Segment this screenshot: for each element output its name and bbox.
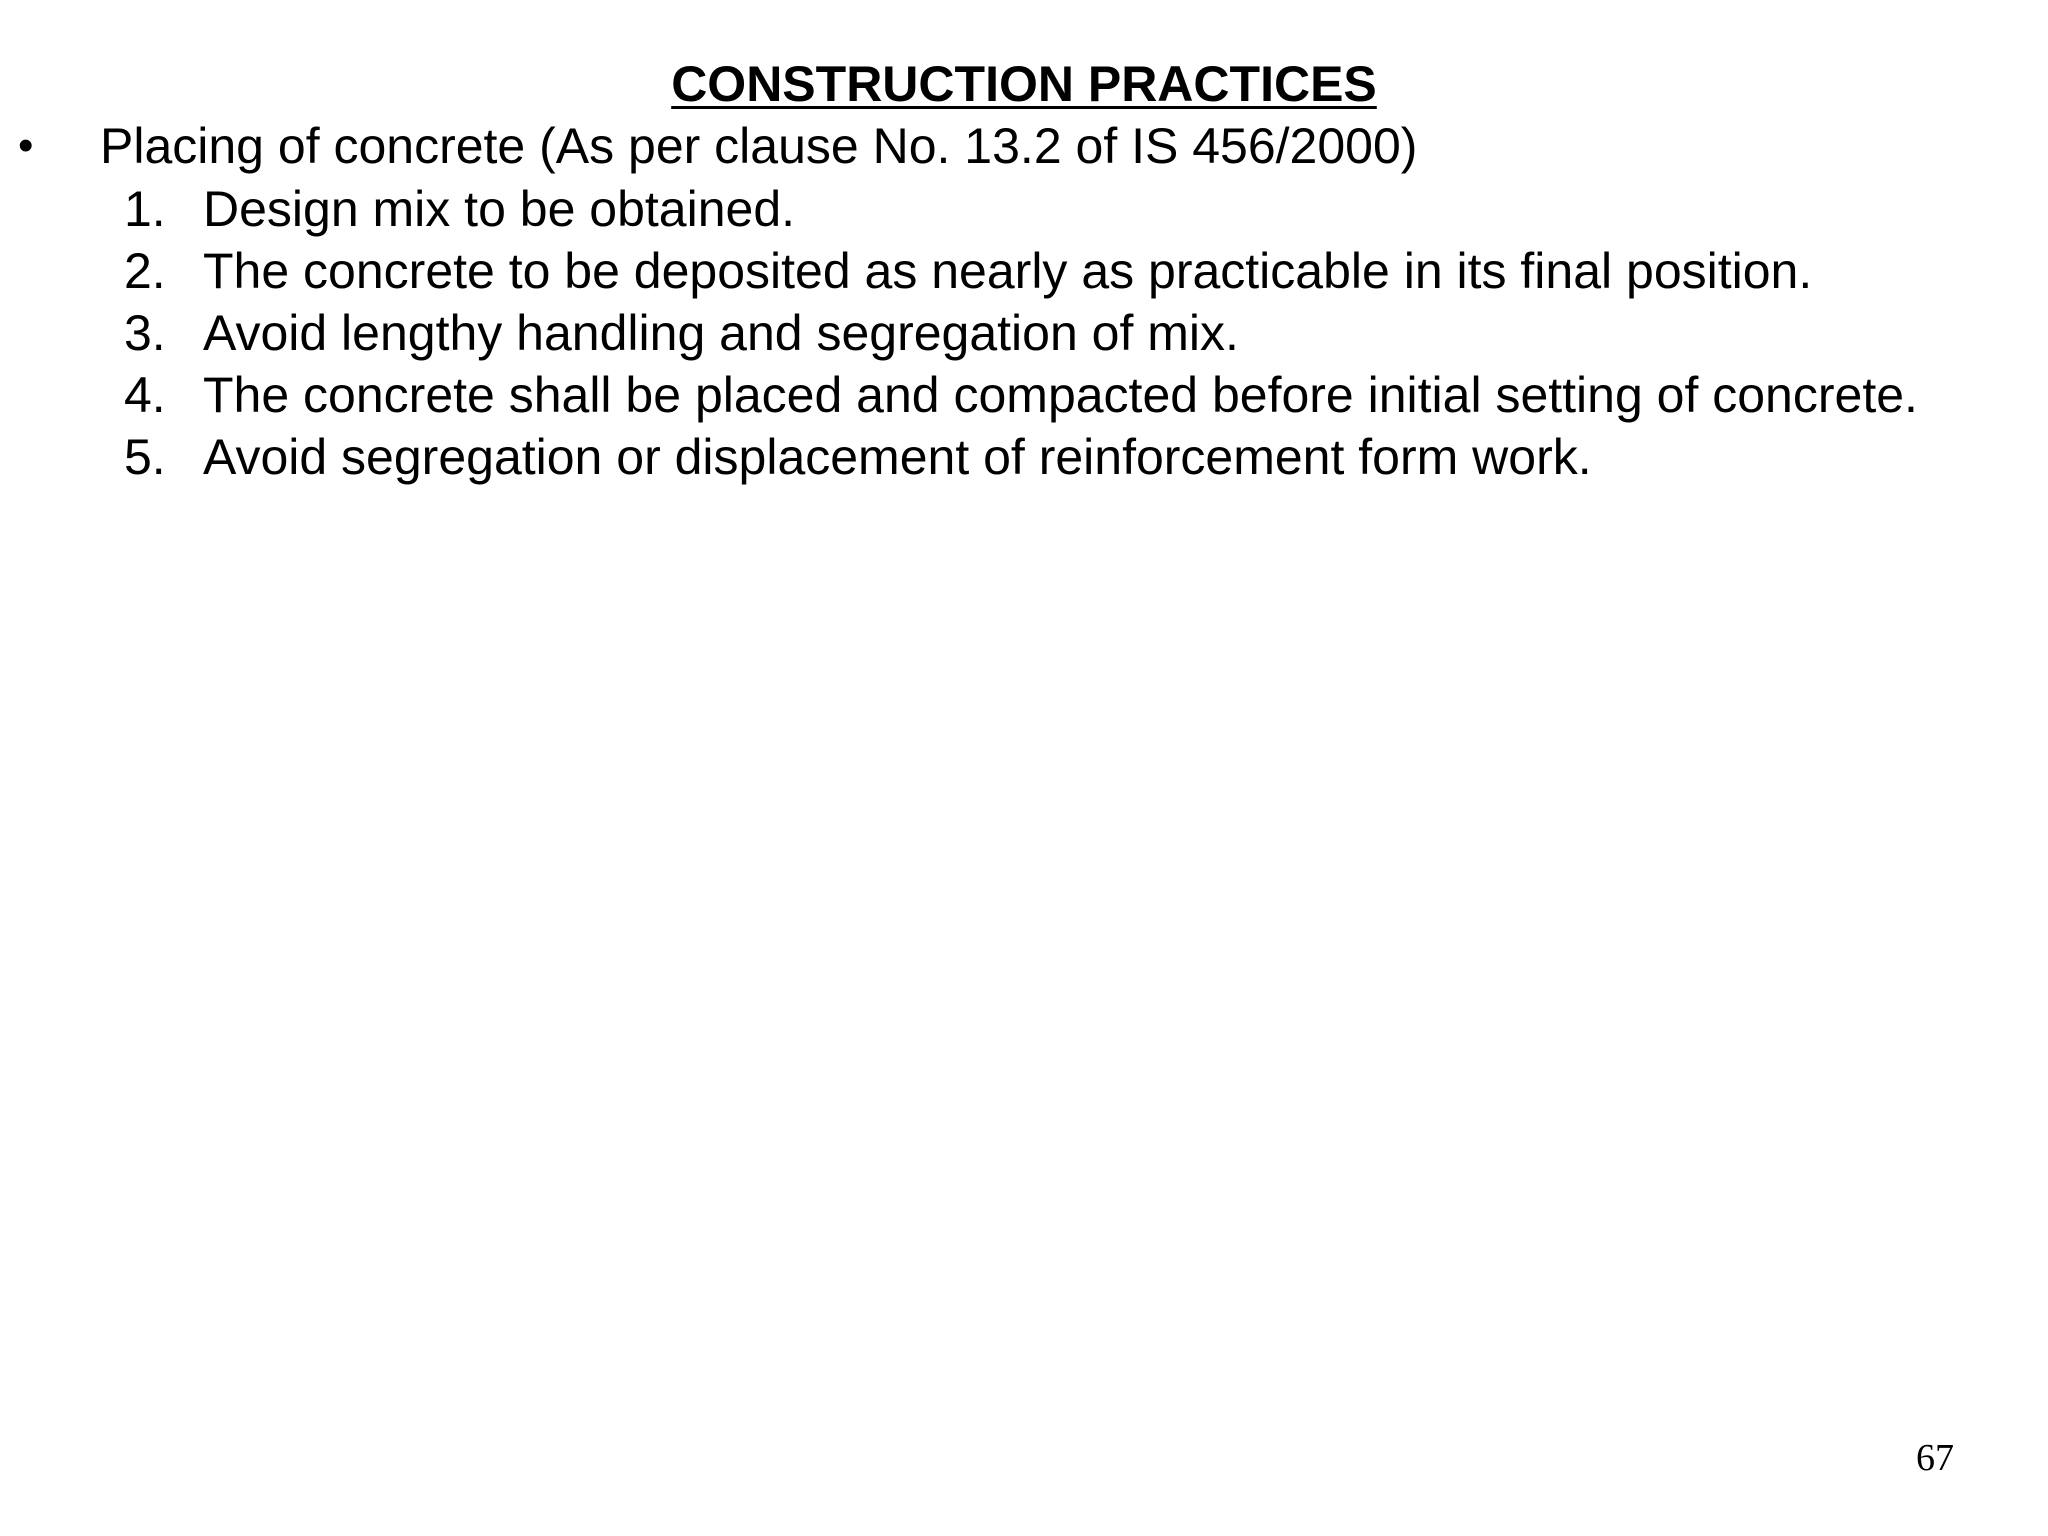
list-item-number: 2.	[124, 243, 166, 299]
bullet-point	[0, 114, 2048, 178]
list-item-text: Avoid lengthy handling and segregation of mix.	[203, 305, 1239, 361]
list-item-text: The concrete to be deposited as nearly as practicable in its final position.	[203, 243, 1813, 299]
list-item	[0, 240, 2048, 302]
list-item-text: Avoid segregation or displacement of reinforcement form work.	[203, 429, 1592, 485]
page-number: 67	[1916, 1437, 1954, 1479]
list-item-number: 4.	[124, 367, 166, 423]
list-item-number: 3.	[124, 305, 166, 361]
list-item	[0, 426, 2048, 488]
list-item-text: The concrete shall be placed and compacted before initial setting of concrete.	[203, 367, 1918, 423]
list-item	[0, 178, 2048, 240]
list-item-number: 5.	[124, 429, 166, 485]
numbered-list	[0, 178, 2048, 488]
list-item-number: 1.	[124, 181, 166, 237]
bullet-text: Placing of concrete (As per clause No. 13.2 of IS 456/2000)	[100, 118, 1418, 174]
bullet-icon: •	[18, 121, 34, 170]
list-item	[0, 364, 2048, 426]
list-item	[0, 302, 2048, 364]
slide-title: CONSTRUCTION PRACTICES	[671, 56, 1377, 112]
list-item-text: Design mix to be obtained.	[203, 181, 796, 237]
